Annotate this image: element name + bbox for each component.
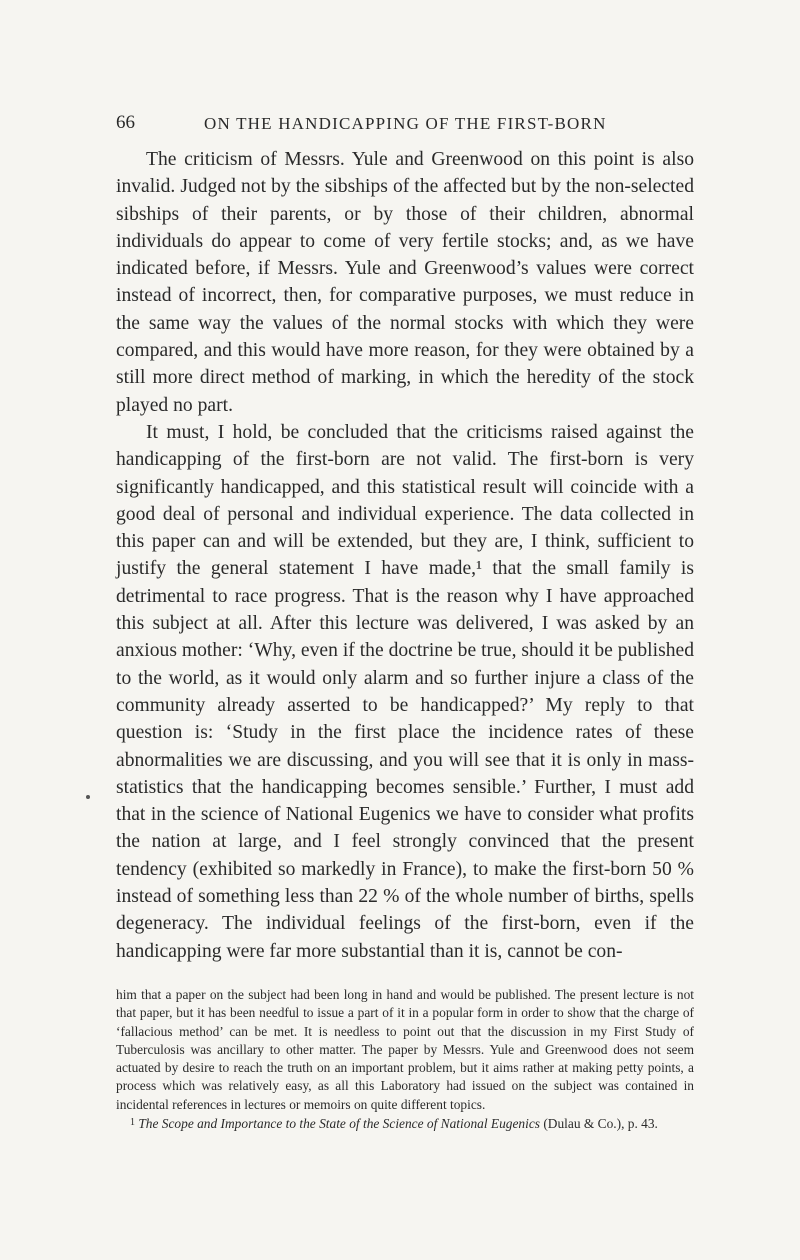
page-number: 66 [116,112,135,133]
paragraph-conclusion: It must, I hold, be concluded that the criticisms raised against the handicapping of the first-born are not valid. The first-born is very significantly handicapped, and this statistical result will coincide with a good deal of personal and individual experience. The data collected in this paper can and will be extended, but they are, I think, sufficient to justify the general statement I have made,¹ that the small family is detrimental to race progress. That is the reason why I have approached this subject at all. After this lecture was delivered, I was asked by an anxious mother: ‘Why, even if the doctrine be true, should it be published to the world, as it would only alarm and so further injure a class of the community already asserted to be handicapped?’ My reply to that question is: ‘Study in the first place the incidence rates of these abnormalities we are discussing, and you will see that it is only in mass-statistics that the handicapping becomes sensible.’ Further, I must add that in the science of National Eugenics we have to consider what profits the nation at large, and I feel strongly convinced that the present tendency (exhibited so markedly in France), to make the first-born 50 % instead of something less than 22 % of the whole number of births, spells degeneracy. The individual feelings of the first-born, even if the handicapping were far more substantial than it is, cannot be con- [116,421,694,962]
margin-mark [86,795,90,799]
body-text [116,146,694,965]
footnotes [116,986,694,1133]
running-head: ON THE HANDICAPPING OF THE FIRST-BORN [204,114,607,133]
footnote-1-number: 1 [130,1116,135,1128]
page-header [116,112,694,142]
page-content [116,112,694,1133]
paragraph-yule-greenwood-criticism: The criticism of Messrs. Yule and Greenwood on this point is also invalid. Judged not by the sibships of the affected but by the non-selected sibships of their parents, or by those of their children, abnormal individuals do appear to come of very fertile stocks; and, as we have indicated before, if Messrs. Yule and Greenwood’s values were correct instead of incorrect, then, for comparative purposes, we must reduce in the same way the values of the normal stocks with which they were compared, and this would have more reason, for they were obtained by a still more direct method of marking, in which the heredity of the stock played no part. [116,149,694,416]
footnote-1 [116,1114,694,1133]
footnote-1-title: The Scope and Importance to the State of the Science of National Eugenics [138,1115,540,1131]
footnote-continuation: him that a paper on the subject had been long in hand and would be published. The present lecture is not that paper, but it has been needful to issue a part of it in a popular form in order to show that the charge of ‘fallacious method’ can be met. It is needless to point out that the discussion in my First Study of Tuberculosis was ancillary to other matter. The paper by Messrs. Yule and Greenwood does not seem actuated by desire to reach the truth on an important problem, but it aims rather at making petty points, a process which was relatively easy, as all this Laboratory had issued on the subject was contained in incidental references in lectures or memoirs on quite different topics. [116,986,694,1112]
footnote-1-citation: (Dulau & Co.), p. 43. [540,1115,658,1131]
